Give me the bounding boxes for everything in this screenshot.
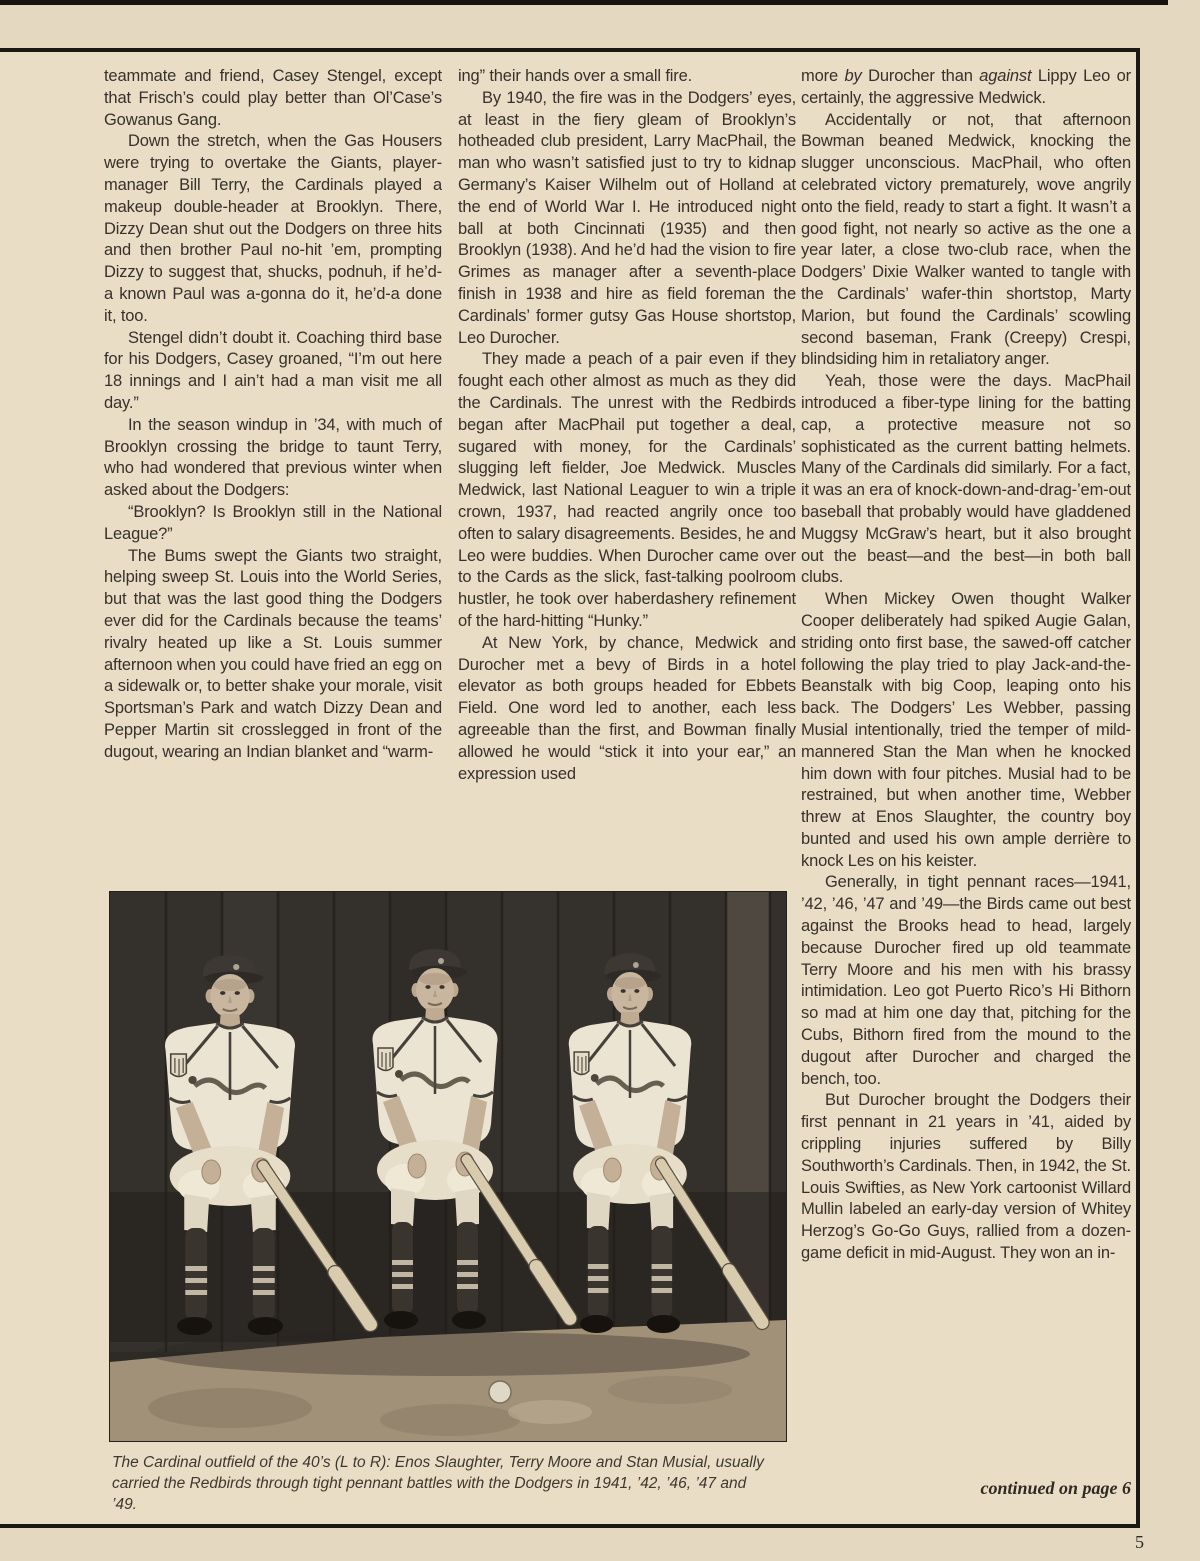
article-column-2 [458, 66, 796, 785]
paragraph: Generally, in tight pennant races—1941, ’42, ’46, ’47 and ’49—the Birds came out best against the Brooks head to head, largely because Durocher fired up old teammate Terry Moore and his men with his brassy intimidation. Leo got Puerto Rico’s Hi Bithorn so mad at him one day that, pitching for the Cubs, Bithorn fired from the mound to the dugout after Durocher and charged the bench, too. [801, 873, 1131, 1088]
continued-notice: continued on page 6 [980, 1478, 1131, 1498]
paragraph: Accidentally or not, that afternoon Bowman beaned Medwick, knocking the slugger unconscious. MacPhail, who often celebrated victory prematurely, wove angrily onto the field, ready to start a fight. It wasn’t a good fight, not nearly so active as the one a year later, a close two-club race, when the Dodgers’ Dixie Walker wanted to tangle with the Cardinals’ wafer-thin shortstop, Marty Marion, but found the Cardinals’ scowling second baseman, Frank (Creepy) Crespi, blindsiding him in retaliatory anger. [801, 110, 1131, 369]
photo-caption: The Cardinal outfield of the 40’s (L to R): Enos Slaughter, Terry Moore and Stan Musial, usually carried the Redbirds through tight pennant battles with the Dodgers in 1941, ’42, ’46, ’47 and ’49. [112, 1454, 764, 1513]
paragraph: ing” their hands over a small fire. [458, 67, 693, 85]
dugout-photo [110, 892, 786, 1441]
dugout-photo-illustration [110, 892, 786, 1441]
paragraph: “Brooklyn? Is Brooklyn still in the National League?” [104, 502, 442, 543]
paragraph: Yeah, those were the days. MacPhail introduced a fiber-type lining for the batting cap, a protective measure not so sophisticated as the current batting helmets. Many of the Cardinals did similarly. For a fact, it was an era of knock-down-and-drag-’em-out baseball that probably would have gladdened Muggsy McGraw’s heart, but it also brought out the beast—and the best—in both ball clubs. [801, 372, 1131, 587]
paragraph: When Mickey Owen thought Walker Cooper deliberately had spiked Augie Galan, striding onto first base, the sawed-off catcher following the play tried to play Jack-and-the-Beanstalk with big Coop, leaping onto his back. The Dodgers’ Les Webber, passing Musial intentionally, tried the temper of mild-mannered Stan the Man when he knocked him down with four pitches. Musial had to be restrained, but when another time, Webber threw at Enos Slaughter, the country boy bunted and used his own ample derrière to knock Les on his keister. [801, 590, 1131, 870]
paragraph: teammate and friend, Casey Stengel, except that Frisch’s could play better than Ol’Case’s Gowanus Gang. [104, 67, 442, 129]
article-column-1 [104, 66, 442, 764]
paragraph: In the season windup in ’34, with much of Brooklyn crossing the bridge to taunt Terry, who had wondered that previous winter when asked about the Dodgers: [104, 415, 442, 500]
paragraph: But Durocher brought the Dodgers their first pennant in 21 years in ’41, aided by crippling injuries suffered by Billy Southworth’s Cardinals. Then, in 1942, the St. Louis Swifties, as New York cartoonist Willard Mullin labeled an early-day version of Whitey Herzog’s Go-Go Guys, rallied from a dozen-game deficit in mid-August. They won an in- [801, 1091, 1131, 1263]
paragraph: The Bums swept the Giants two straight, helping sweep St. Louis into the World Series, but that was the last good thing the Dodgers ever did for the Cardinals because the teams’ rivalry heated up like a St. Louis summer afternoon when you could have fried an egg on a sidewalk or, to better shake your morale, visit Sportsman’s Park and watch Dizzy Dean and Pepper Martin sit crosslegged in front of the dugout, wearing an Indian blanket and “warm- [104, 546, 442, 761]
page-top-edge [0, 0, 1168, 5]
page-number: 5 [1135, 1532, 1144, 1552]
paragraph: more by Durocher than against Lippy Leo or certainly, the aggressive Medwick. [801, 67, 1131, 107]
paragraph: By 1940, the fire was in the Dodgers’ eyes, at least in the fiery gleam of Brooklyn’s hotheaded club president, Larry MacPhail, the man who wasn’t satisfied just to try to kidnap Germany’s Kaiser Wilhelm out of Holland at the end of World War I. He introduced night ball at both Cincinnati (1935) and then Brooklyn (1938). And he’d had the vision to fire Grimes as manager after a seventh-place finish in 1938 and hire as field foreman the Cardinals’ former gutsy Gas House shortstop, Leo Durocher. [458, 88, 796, 347]
paragraph: At New York, by chance, Medwick and Durocher met a bevy of Birds in a hotel elevator as both groups headed for Ebbets Field. One word led to another, each less agreeable than the first, and Bowman finally allowed he would “stick it into your ear,” an expression used [458, 633, 796, 783]
paragraph: They made a peach of a pair even if they fought each other almost as much as they did the Cardinals. The unrest with the Redbirds began after MacPhail put together a deal, sugared with money, for the Cardinals’ slugging left fielder, Joe Medwick. Muscles Medwick, last National Leaguer to win a triple crown, 1937, had reacted angrily once too often to salary disagreements. Besides, he and Leo were buddies. When Durocher came over to the Cards as the slick, fast-talking poolroom hustler, he took over haberdashery refinement of the hard-hitting “Hunky.” [458, 350, 796, 630]
paragraph: Stengel didn’t doubt it. Coaching third base for his Dodgers, Casey groaned, “I’m out here 18 innings and I ain’t had a man visit me all day.” [104, 328, 442, 412]
article-column-3 [801, 66, 1131, 1265]
paragraph: Down the stretch, when the Gas Housers were trying to overtake the Giants, player-manager Bill Terry, the Cardinals played a makeup double-header at Brooklyn. There, Dizzy Dean shut out the Dodgers on three hits and then brother Paul no-hit ’em, prompting Dizzy to suggest that, shucks, podnuh, if he’d-a known Paul was a-gonna do it, he’d-a done it, too. [104, 132, 442, 325]
